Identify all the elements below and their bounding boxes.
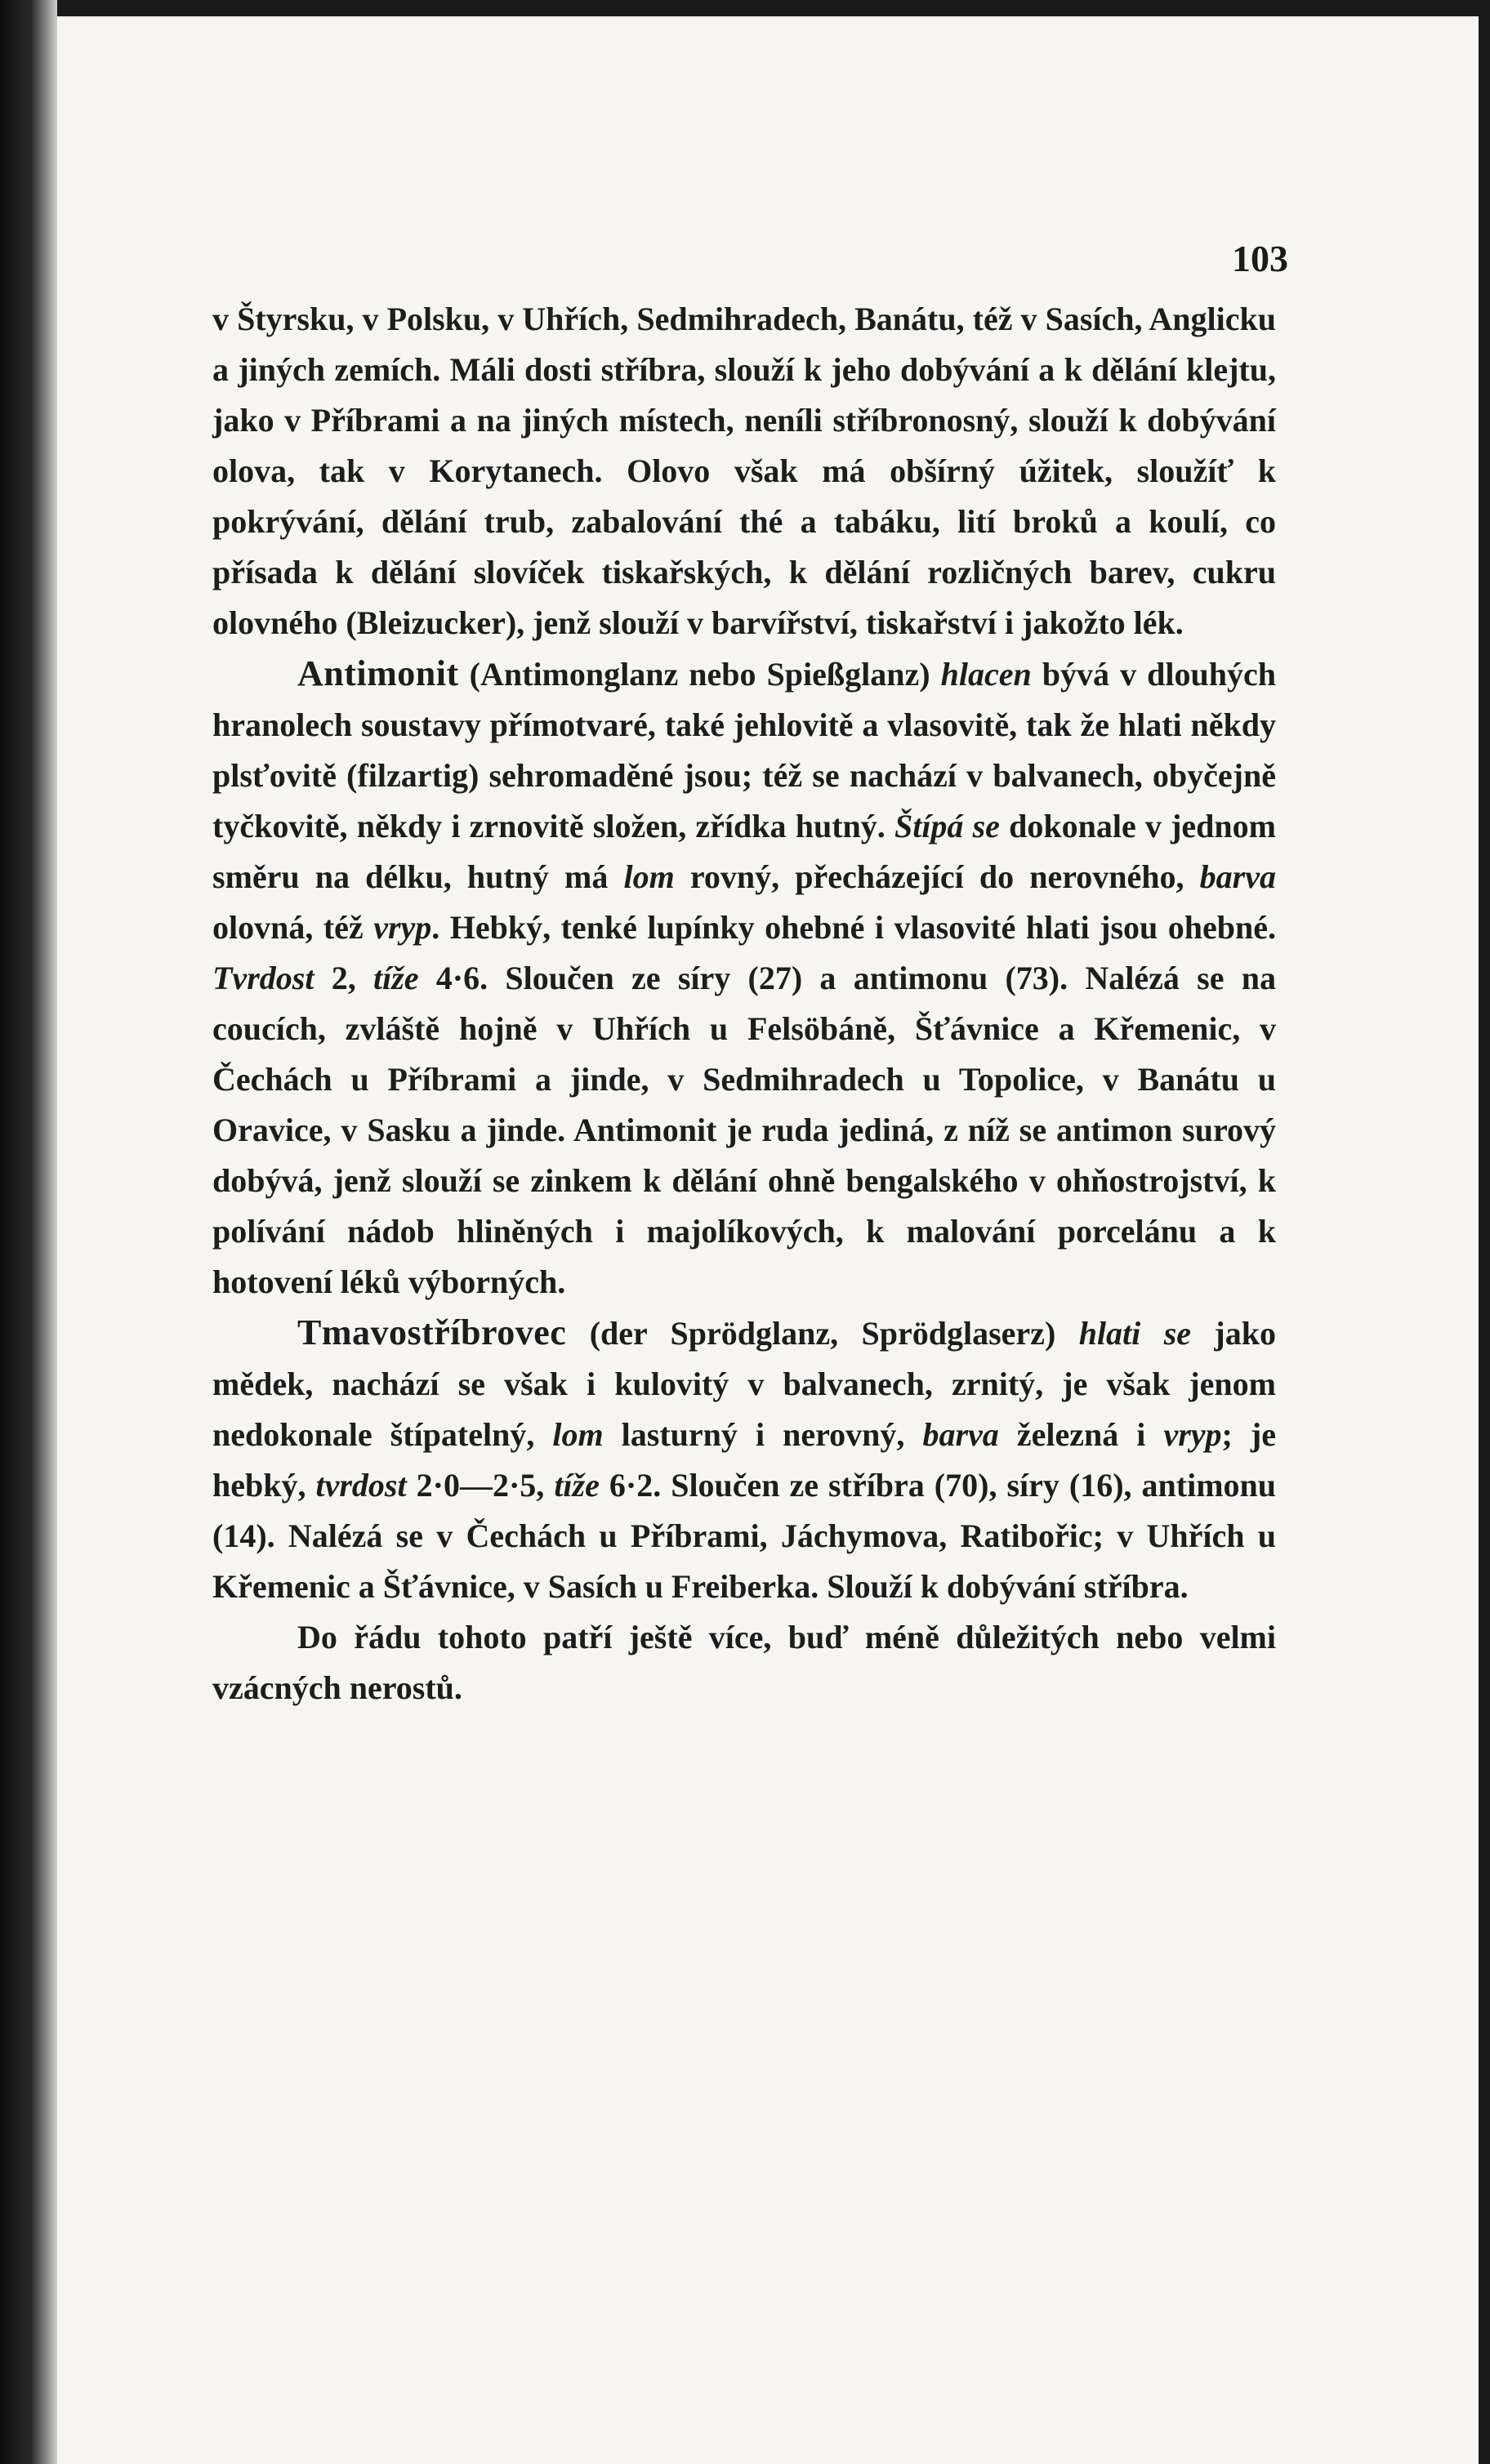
italic-term: Štípá se <box>894 808 1000 844</box>
italic-term: barva <box>922 1416 999 1453</box>
text-segment: jako mědek, nachází se však i kulovitý v balvanech, zrnitý, je však jenom nedokonale štípatelný, <box>212 1315 1276 1453</box>
text-segment: olovná, též <box>212 909 374 946</box>
page-number: 103 <box>1232 238 1288 279</box>
term-antimonit: Antimonit <box>297 653 459 693</box>
italic-term: hlati se <box>1078 1315 1192 1352</box>
text-segment: bývá v dlouhých hranolech soustavy přímotvaré, také jehlovitě a vlasovitě, tak že hlati někdy plsťovitě (filzartig) sehromaděné jsou; též se nachází v balvanech, obyčejně tyčkovitě, někdy i zrnovitě složen, zřídka hutný. <box>212 656 1276 844</box>
term-tmavostribrovec: Tmavostříbrovec <box>297 1312 567 1352</box>
italic-term: vryp <box>1163 1416 1222 1453</box>
italic-term: lom <box>552 1416 604 1453</box>
text-segment: ; je hebký, <box>212 1416 1276 1504</box>
text-segment: (Antimonglanz nebo Spießglanz) <box>458 656 941 693</box>
italic-term: lom <box>623 858 675 895</box>
text-segment: (der Sprödglanz, Sprödglaserz) <box>566 1315 1079 1352</box>
text-segment: dokonale v jednom směru na délku, hutný má <box>212 808 1276 895</box>
body-text <box>212 294 1276 1713</box>
text-segment: rovný, přecházející do nerovného, <box>674 858 1200 895</box>
text-segment: 6·2. Sloučen ze stříbra (70), síry (16), antimonu (14). Nalézá se v Čechách u Příbrami, Jáchymova, Ratibořic; v Uhřích u Křemenic a Šťávnice, v Sasích u Freiberka. Slouží k dobývání stříbra. <box>212 1467 1277 1605</box>
italic-term: tíže <box>554 1467 600 1504</box>
text-segment: 4·6. Sloučen ze síry (27) a antimonu (73). Nalézá se na coucích, zvláště hojně v Uhřích u Felsöbáně, Šťávnice a Křemenic, v Čechách u Příbrami a jinde, v Sedmihradech u Topolice, v Banátu u Oravice, v Sasku a jinde. Antimonit je ruda jediná, z níž se antimon surový dobývá, jenž slouží se zinkem k dělání ohně bengalského v ohňostrojství, k polívání nádob hliněných i majolíkových, k malování porcelánu a k hotovení léků výborných. <box>212 960 1276 1300</box>
book-binding-edge <box>0 0 57 2464</box>
paragraph-lead-minerals: v Štyrsku, v Polsku, v Uhřích, Sedmihradech, Banátu, též v Sasích, Anglicku a jiných zemích. Máli dosti stříbra, slouží k jeho dobývání a k dělání klejtu, jako v Příbrami a na jiných místech, neníli stříbronosný, slouží k dobývání olova, tak v Korytanech. Olovo však má obšírný úžitek, sloužíť k pokrývání, dělání trub, zabalování thé a tabáku, lití broků a koulí, co přísada k dělání slovíček tiskařských, k dělání rozličných barev, cukru olovného (Bleizucker), jenž slouží v barvířství, tiskařství i jakožto lék. <box>212 301 1276 641</box>
italic-term: Tvrdost <box>212 960 315 996</box>
text-segment: lasturný i nerovný, <box>603 1416 923 1453</box>
text-segment: železná i <box>998 1416 1164 1453</box>
paragraph-tmavostribrovec <box>212 1308 1276 1612</box>
italic-term: barva <box>1199 858 1276 895</box>
italic-term: hlacen <box>940 656 1032 693</box>
italic-term: tvrdost <box>315 1467 407 1504</box>
paragraph-antimonit <box>212 648 1276 1308</box>
text-segment: 2·0—2·5, <box>406 1467 555 1504</box>
italic-term: vryp <box>373 909 432 946</box>
italic-term: tíže <box>372 960 419 996</box>
text-segment: 2, <box>314 960 373 996</box>
text-segment: . Hebký, tenké lupínky ohebné i vlasovité hlati jsou ohebné. <box>431 909 1277 946</box>
paragraph-closing: Do řádu tohoto patří ještě více, buď méně důležitých nebo velmi vzácných nerostů. <box>212 1619 1276 1706</box>
